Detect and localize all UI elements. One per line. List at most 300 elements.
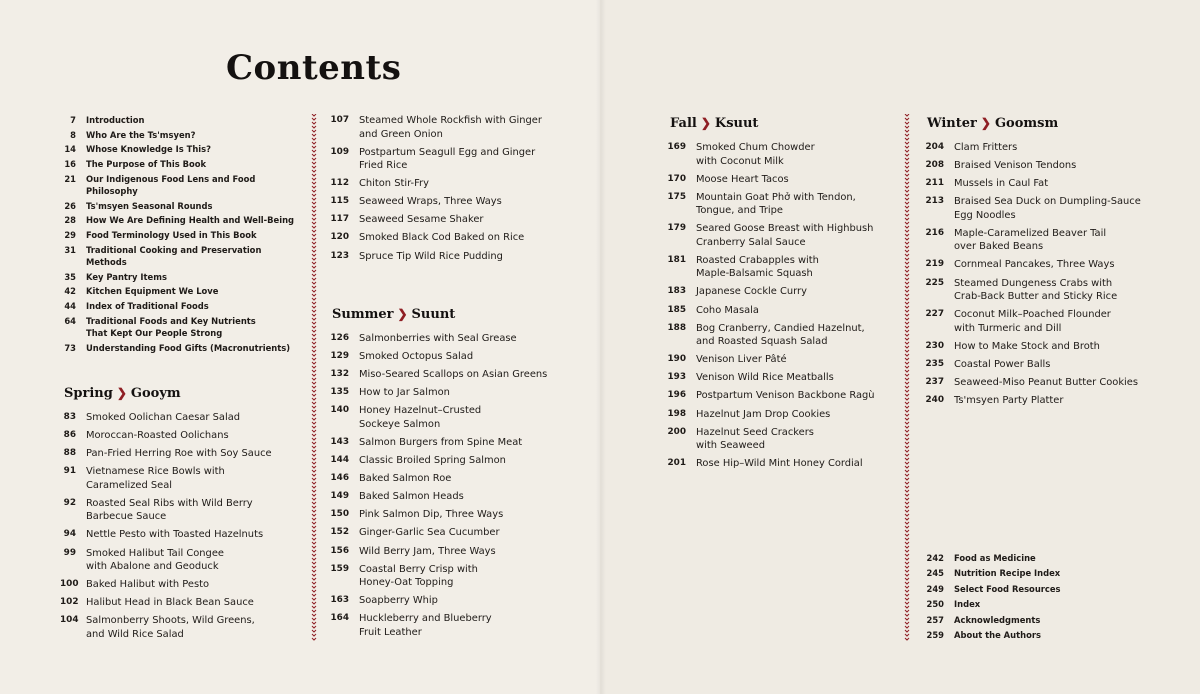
toc-entry[interactable] [924,258,1164,272]
entry-title-line: Classic Broiled Spring Salmon [359,455,506,467]
entry-title [954,376,1164,390]
page-number: 196 [667,390,686,401]
page-number: 249 [926,583,944,594]
toc-entry[interactable] [61,229,301,241]
entry-title [954,614,1164,626]
entry-title-line: Smoked Black Cod Baked on Rice [359,232,525,244]
page-number: 129 [330,351,349,362]
entry-title-line: Seaweed Wraps, Three Ways [359,196,502,208]
toc-entry[interactable] [924,308,1164,335]
toc-entry[interactable] [60,447,300,461]
entry-title-line: Rose Hip–Wild Mint Honey Cordial [696,458,863,470]
entry-title-line: Roasted Seal Ribs with Wild Berry [86,497,253,509]
entry-title [86,447,300,461]
entry-title-line: Venison Wild Rice Meatballs [696,372,834,384]
toc-entry[interactable] [666,222,896,249]
entry-title [86,173,301,197]
toc-entry[interactable] [924,195,1164,222]
page-number: 150 [330,509,349,520]
entry-title [86,271,301,283]
page-number: 120 [330,232,349,243]
page-number: 83 [63,412,76,422]
toc-entry[interactable] [666,426,896,453]
entry-title [954,567,1164,579]
toc-entry[interactable] [329,146,569,173]
toc-entry[interactable] [60,614,300,641]
toc-entry[interactable] [329,332,569,346]
page-number: 237 [925,376,944,387]
page-number: 112 [330,178,349,189]
entry-title-line: Pink Salmon Dip, Three Ways [359,509,504,521]
entry-title [696,389,896,403]
season-heading-winter [927,116,1058,131]
entry-title-line: Traditional Foods and Key Nutrients [86,315,256,326]
page-number: 225 [925,277,944,288]
entry-title-line: Smoked Halibut Tail Congee [86,547,224,559]
page-number: 115 [330,196,349,207]
page-number: 181 [667,254,686,265]
spring-continued-list [329,114,569,268]
season-heading-summer [332,307,455,322]
toc-entry[interactable] [666,353,896,367]
entry-title-line: Coho Masala [696,304,759,316]
toc-entry[interactable] [666,408,896,422]
toc-entry[interactable] [60,497,300,524]
spring-recipe-list [60,411,300,646]
entry-title-line: Egg Noodles [954,209,1016,221]
toc-entry[interactable] [924,552,1164,564]
season-name: Spring [64,386,113,401]
entry-title [359,177,569,191]
page-number: 44 [64,301,76,312]
entry-title [696,426,896,453]
entry-title [86,528,300,542]
page-number: 92 [63,497,76,508]
toc-entry[interactable] [60,547,300,574]
season-heading-spring [64,386,181,401]
entry-title [86,578,300,592]
entry-title [359,436,569,450]
page-number: 245 [926,568,944,579]
entry-title [86,285,301,297]
entry-title-line: Seared Goose Breast with Highbush [696,223,874,235]
entry-title-line: Cranberry Salal Sauce [696,236,806,248]
page-number: 91 [63,466,76,477]
toc-entry[interactable] [60,465,300,492]
season-name: Winter [927,116,977,131]
page-number: 227 [925,309,944,320]
toc-entry[interactable] [329,594,569,608]
toc-entry[interactable] [329,213,569,227]
toc-entry[interactable] [329,526,569,540]
toc-entry[interactable] [924,629,1164,641]
chevron-icon: ❯ [397,307,408,321]
entry-title-line: Ginger-Garlic Sea Cucumber [359,527,500,539]
page-number: 42 [64,286,76,297]
entry-title-line: Chiton Stir-Fry [359,178,429,190]
entry-title [359,350,569,364]
entry-title-line: Japanese Cockle Curry [696,286,807,298]
page-number: 21 [64,173,76,184]
toc-entry[interactable] [924,227,1164,254]
entry-title [696,322,896,349]
front-matter-list [61,114,301,356]
entry-title [696,408,896,422]
entry-title-line: Halibut Head in Black Bean Sauce [86,597,254,609]
entry-title [696,304,896,318]
entry-title-line: and Wild Rice Salad [86,628,184,640]
toc-entry[interactable] [329,231,569,245]
entry-title-line: Coconut Milk–Poached Flounder [954,309,1111,321]
page-number: 104 [60,615,79,626]
page-number: 31 [64,244,76,255]
entry-title [86,129,301,141]
toc-entry[interactable] [329,368,569,382]
toc-entry[interactable] [61,173,301,197]
toc-entry[interactable] [329,350,569,364]
toc-entry[interactable] [666,254,896,281]
page-title: Contents [226,48,402,88]
toc-entry[interactable] [329,386,569,400]
toc-entry[interactable] [60,429,300,443]
entry-title-line: Ts'msyen Seasonal Rounds [86,200,213,211]
entry-title-line: with Abalone and Geoduck [86,561,219,573]
entry-title-line: Seaweed Sesame Shaker [359,214,484,226]
toc-entry[interactable] [329,508,569,522]
page-number: 14 [64,144,76,155]
page-number: 259 [926,629,944,640]
entry-title-line: Acknowledgments [954,614,1041,625]
toc-entry[interactable] [61,114,301,126]
page-number: 100 [60,579,79,590]
entry-title-line: Hazelnut Seed Crackers [696,426,814,438]
entry-title [696,191,896,218]
page-number: 175 [667,191,686,202]
toc-entry[interactable] [329,195,569,209]
entry-title [359,231,569,245]
toc-entry[interactable] [329,177,569,191]
toc-entry[interactable] [924,583,1164,595]
toc-entry[interactable] [329,563,569,590]
page-number: 170 [667,173,686,184]
season-native-name: Goomsm [994,116,1059,131]
page-number: 135 [330,387,349,398]
chevron-icon: ❯ [980,116,991,130]
page-number: 64 [64,315,76,326]
toc-entry[interactable] [61,143,301,155]
toc-entry[interactable] [60,578,300,592]
page-number: 193 [667,372,686,383]
page-number: 201 [667,458,686,469]
toc-entry[interactable] [60,596,300,610]
entry-title [696,285,896,299]
page-number: 164 [330,613,349,624]
entry-title-line: How to Jar Salmon [359,387,450,399]
entry-title [954,177,1164,191]
toc-entry[interactable] [61,342,301,354]
entry-title [696,173,896,187]
page-number: 163 [330,595,349,606]
page-number: 7 [70,115,76,125]
toc-entry[interactable] [666,285,896,299]
entry-title [86,143,301,155]
entry-title-line: Baked Salmon Heads [359,491,464,503]
season-heading-fall [670,116,758,131]
entry-title-line: Maple-Caramelized Beaver Tail [954,227,1107,239]
entry-title-line: with Seaweed [696,440,765,452]
entry-title [86,411,300,425]
entry-title-line: Whose Knowledge Is This? [86,144,212,155]
page-number: 8 [70,129,76,140]
winter-recipe-list [924,141,1164,412]
entry-title [954,340,1164,354]
toc-entry[interactable] [329,545,569,559]
entry-title [696,371,896,385]
entry-title-line: Venison Liver Pâté [696,354,787,366]
page-number: 86 [63,430,76,441]
entry-title [954,195,1164,222]
entry-title-line: Cornmeal Pancakes, Three Ways [954,259,1115,271]
zigzag-divider-icon [904,114,910,642]
entry-title [86,596,300,610]
entry-title [359,545,569,559]
toc-entry[interactable] [329,250,569,264]
toc-entry[interactable] [924,277,1164,304]
page-number: 94 [63,529,76,540]
entry-title-line: Tongue, and Tripe [696,205,783,217]
entry-title [359,526,569,540]
entry-title-line: Coastal Power Balls [954,358,1051,370]
page-number: 26 [64,200,76,211]
entry-title-line: Baked Halibut with Pesto [86,579,210,591]
toc-entry[interactable] [60,411,300,425]
entry-title [954,159,1164,173]
entry-title [86,547,300,574]
toc-entry[interactable] [61,158,301,170]
page-number: 190 [667,354,686,365]
entry-title [86,158,301,170]
toc-entry[interactable] [329,472,569,486]
entry-title-line: Steamed Whole Rockfish with Ginger [359,115,542,126]
page-number: 73 [64,342,76,353]
entry-title-line: Baked Salmon Roe [359,473,452,485]
toc-entry[interactable] [924,598,1164,610]
toc-entry[interactable] [61,285,301,297]
entry-title-line: Select Food Resources [954,583,1061,594]
entry-title-line: Salmonberries with Seal Grease [359,333,517,344]
entry-title-line: Braised Sea Duck on Dumpling-Sauce [954,196,1141,208]
page-number: 240 [925,395,944,406]
entry-title [954,227,1164,254]
entry-title [359,146,569,173]
entry-title [954,358,1164,372]
entry-title [86,465,300,492]
entry-title-line: Vietnamese Rice Bowls with [86,466,225,478]
page-number: 198 [667,408,686,419]
entry-title [696,254,896,281]
toc-entry[interactable] [61,129,301,141]
page-number: 208 [925,160,944,171]
entry-title-line: Bog Cranberry, Candied Hazelnut, [696,322,865,334]
entry-title-line: Index of Traditional Foods [86,301,209,312]
toc-entry[interactable] [61,200,301,212]
entry-title [359,386,569,400]
toc-entry[interactable] [329,404,569,431]
season-native-name: Suunt [411,307,456,322]
toc-entry[interactable] [60,528,300,542]
page-number: 183 [667,286,686,297]
toc-entry[interactable] [61,244,301,268]
toc-entry[interactable] [924,394,1164,408]
page-number: 219 [925,259,944,270]
toc-entry[interactable] [329,490,569,504]
toc-entry[interactable] [666,191,896,218]
page-number: 123 [330,250,349,261]
toc-entry[interactable] [329,454,569,468]
entry-title-line: Mussels in Caul Fat [954,178,1049,190]
toc-entry[interactable] [666,141,896,168]
entry-title [696,141,896,168]
toc-entry[interactable] [924,340,1164,354]
page-number: 230 [925,340,944,351]
toc-entry[interactable] [924,358,1164,372]
entry-title-line: with Coconut Milk [696,155,784,167]
toc-entry[interactable] [61,300,301,312]
page-number: 107 [330,115,349,125]
page-number: 169 [667,142,686,152]
entry-title [359,594,569,608]
entry-title-line: Traditional Cooking and Preservation Methods [86,244,262,268]
entry-title-line: Kitchen Equipment We Love [86,286,219,297]
page-number: 144 [330,455,349,466]
toc-entry[interactable] [924,177,1164,191]
entry-title [954,258,1164,272]
page-number: 99 [63,547,76,558]
page-number: 109 [330,146,349,157]
toc-entry[interactable] [666,304,896,318]
entry-title-line: Seaweed-Miso Peanut Butter Cookies [954,376,1139,388]
entry-title-line: Food as Medicine [954,553,1036,563]
entry-title-line: Our Indigenous Food Lens and Food [86,173,256,184]
page-number: 204 [925,142,944,152]
chevron-icon: ❯ [700,116,711,130]
toc-entry[interactable] [61,214,301,226]
page-number: 29 [64,230,76,241]
toc-entry[interactable] [61,315,301,339]
entry-title [696,457,896,471]
entry-title-line: Key Pantry Items [86,271,167,282]
page-number: 216 [925,227,944,238]
page-number: 28 [64,215,76,226]
toc-entry[interactable] [666,457,896,471]
toc-entry[interactable] [61,271,301,283]
entry-title-line: Moroccan-Roasted Oolichans [86,430,229,442]
toc-entry[interactable] [924,159,1164,173]
page-number: 152 [330,527,349,538]
season-name: Summer [332,307,394,322]
entry-title-line: Who Are the Ts'msyen? [86,129,196,140]
toc-entry[interactable] [666,389,896,403]
page-number: 213 [925,196,944,207]
summer-recipe-list [329,332,569,644]
entry-title-line: Soapberry Whip [359,595,438,607]
entry-title-line: Pan-Fried Herring Roe with Soy Sauce [86,448,272,460]
column-divider [311,114,316,642]
page-number: 156 [330,545,349,556]
entry-title-line: and Roasted Squash Salad [696,336,828,348]
page-number: 257 [926,614,944,625]
entry-title [359,454,569,468]
entry-title [86,114,301,126]
page-number: 102 [60,597,79,608]
entry-title [86,497,300,524]
entry-title [954,277,1164,304]
toc-entry[interactable] [329,612,569,639]
toc-entry[interactable] [666,173,896,187]
entry-title-line: Smoked Octopus Salad [359,351,474,363]
entry-title [359,508,569,522]
toc-entry[interactable] [924,141,1164,155]
toc-entry[interactable] [329,114,569,141]
entry-title [86,315,301,339]
chevron-icon: ❯ [116,386,127,400]
entry-title [86,229,301,241]
entry-title-line: Miso-Seared Scallops on Asian Greens [359,369,548,381]
entry-title-line: Index [954,599,981,610]
entry-title [86,214,301,226]
toc-entry[interactable] [329,436,569,450]
page-number: 185 [667,304,686,315]
entry-title-line: Caramelized Seal [86,479,173,491]
toc-entry[interactable] [666,322,896,349]
entry-title [359,195,569,209]
toc-entry[interactable] [924,567,1164,579]
entry-title-line: Wild Berry Jam, Three Ways [359,545,496,557]
entry-title-line: Fruit Leather [359,626,422,638]
entry-title [954,583,1164,595]
entry-title-line: Nettle Pesto with Toasted Hazelnuts [86,529,264,541]
page-number: 235 [925,358,944,369]
page-number: 242 [926,553,944,563]
entry-title [954,141,1164,155]
page-number: 35 [64,271,76,282]
entry-title [359,404,569,431]
entry-title-line: That Kept Our People Strong [86,328,223,339]
page-number: 188 [667,322,686,333]
entry-title [954,394,1164,408]
entry-title-line: Spruce Tip Wild Rice Pudding [359,250,503,262]
entry-title-line: Understanding Food Gifts (Macronutrients) [86,342,291,353]
toc-entry[interactable] [924,614,1164,626]
toc-entry[interactable] [666,371,896,385]
entry-title [359,250,569,264]
entry-title-line: Barbecue Sauce [86,511,167,523]
entry-title-line: Philosophy [86,186,138,197]
entry-title-line: Salmonberry Shoots, Wild Greens, [86,615,255,627]
entry-title-line: How to Make Stock and Broth [954,340,1100,352]
entry-title [954,308,1164,335]
entry-title-line: Sockeye Salmon [359,418,441,430]
season-native-name: Gooym [130,386,181,401]
entry-title-line: with Turmeric and Dill [954,322,1062,334]
entry-title [954,629,1164,641]
toc-entry[interactable] [924,376,1164,390]
season-native-name: Ksuut [714,116,759,131]
entry-title-line: About the Authors [954,629,1041,640]
entry-title-line: Hazelnut Jam Drop Cookies [696,408,831,420]
entry-title-line: Huckleberry and Blueberry [359,613,492,625]
entry-title-line: Honey Hazelnut–Crusted [359,405,482,417]
